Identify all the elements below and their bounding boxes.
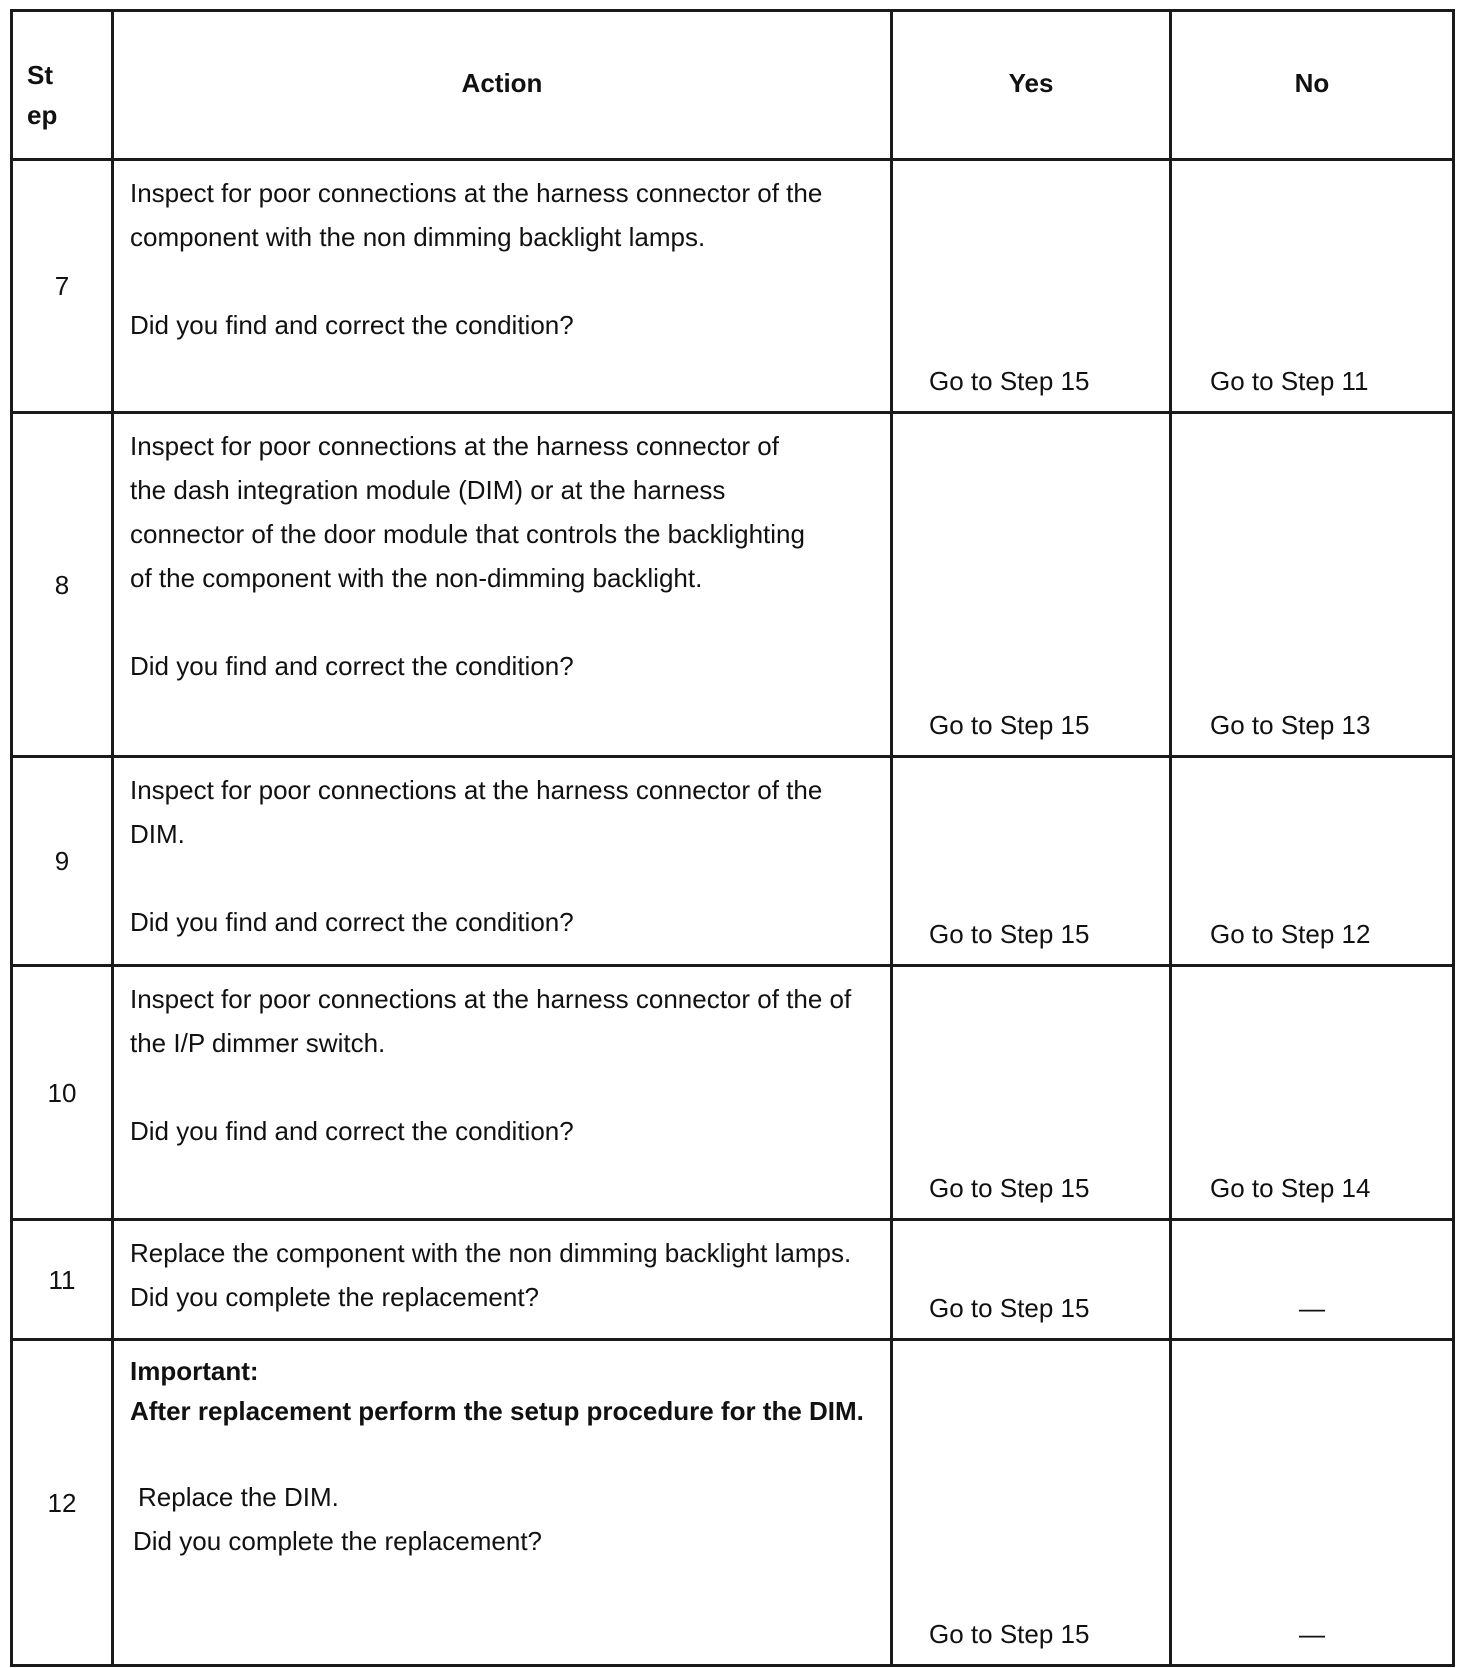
- step-number: 8: [12, 413, 113, 757]
- yes-result: Go to Step 15: [892, 1220, 1171, 1340]
- table-row: [12, 966, 1454, 1220]
- action-instruction: Replace the component with the non dimming backlight lamps. Did you complete the replacement?: [130, 1238, 852, 1312]
- action-cell: [113, 413, 892, 757]
- step-number: 10: [12, 966, 113, 1220]
- action-question: Did you find and correct the condition?: [130, 907, 574, 937]
- yes-result: Go to Step 15: [892, 413, 1171, 757]
- action-cell: [113, 1220, 892, 1340]
- action-cell: [113, 1340, 892, 1666]
- action-question: Did you find and correct the condition?: [130, 1116, 574, 1146]
- yes-result: Go to Step 15: [892, 1340, 1171, 1666]
- yes-result: Go to Step 15: [892, 966, 1171, 1220]
- table-row: [12, 413, 1454, 757]
- important-note: After replacement perform the setup procedure for the DIM.: [130, 1396, 864, 1426]
- header-step: St ep: [12, 11, 113, 160]
- step-number: 9: [12, 757, 113, 966]
- header-no: No: [1171, 11, 1454, 160]
- no-result: Go to Step 13: [1171, 413, 1454, 757]
- no-result: Go to Step 14: [1171, 966, 1454, 1220]
- action-cell: [113, 160, 892, 413]
- step-number: 12: [12, 1340, 113, 1666]
- table-row: [12, 1220, 1454, 1340]
- yes-result: Go to Step 15: [892, 757, 1171, 966]
- action-cell: [113, 757, 892, 966]
- action-cell: [113, 966, 892, 1220]
- action-question: Did you complete the replacement?: [133, 1526, 543, 1556]
- header-action: Action: [113, 11, 892, 160]
- action-question: Did you find and correct the condition?: [130, 310, 574, 340]
- action-instruction: Inspect for poor connections at the harness connector of the dash integration module (DIM) or at the harness connector of the door module that controls the backlighting of the component with the non-dimming backlight.: [130, 431, 805, 593]
- action-instruction: Inspect for poor connections at the harness connector of the of the I/P dimmer switch.: [130, 984, 852, 1058]
- step-number: 7: [12, 160, 113, 413]
- action-instruction: Inspect for poor connections at the harness connector of the component with the non dimming backlight lamps.: [130, 178, 823, 252]
- table-row: [12, 757, 1454, 966]
- table-row: [12, 160, 1454, 413]
- step-number: 11: [12, 1220, 113, 1340]
- action-instruction: Inspect for poor connections at the harness connector of the DIM.: [130, 775, 823, 849]
- no-result: —: [1171, 1220, 1454, 1340]
- no-result: Go to Step 11: [1171, 160, 1454, 413]
- no-result: Go to Step 12: [1171, 757, 1454, 966]
- action-question: Did you find and correct the condition?: [130, 651, 574, 681]
- header-yes: Yes: [892, 11, 1171, 160]
- action-instruction: Replace the DIM.: [138, 1482, 339, 1512]
- important-label: Important:: [130, 1356, 259, 1386]
- yes-result: Go to Step 15: [892, 160, 1171, 413]
- table-row: [12, 1340, 1454, 1666]
- table-header-row: [12, 11, 1454, 160]
- no-result: —: [1171, 1340, 1454, 1666]
- diagnostic-table: [10, 9, 1455, 1667]
